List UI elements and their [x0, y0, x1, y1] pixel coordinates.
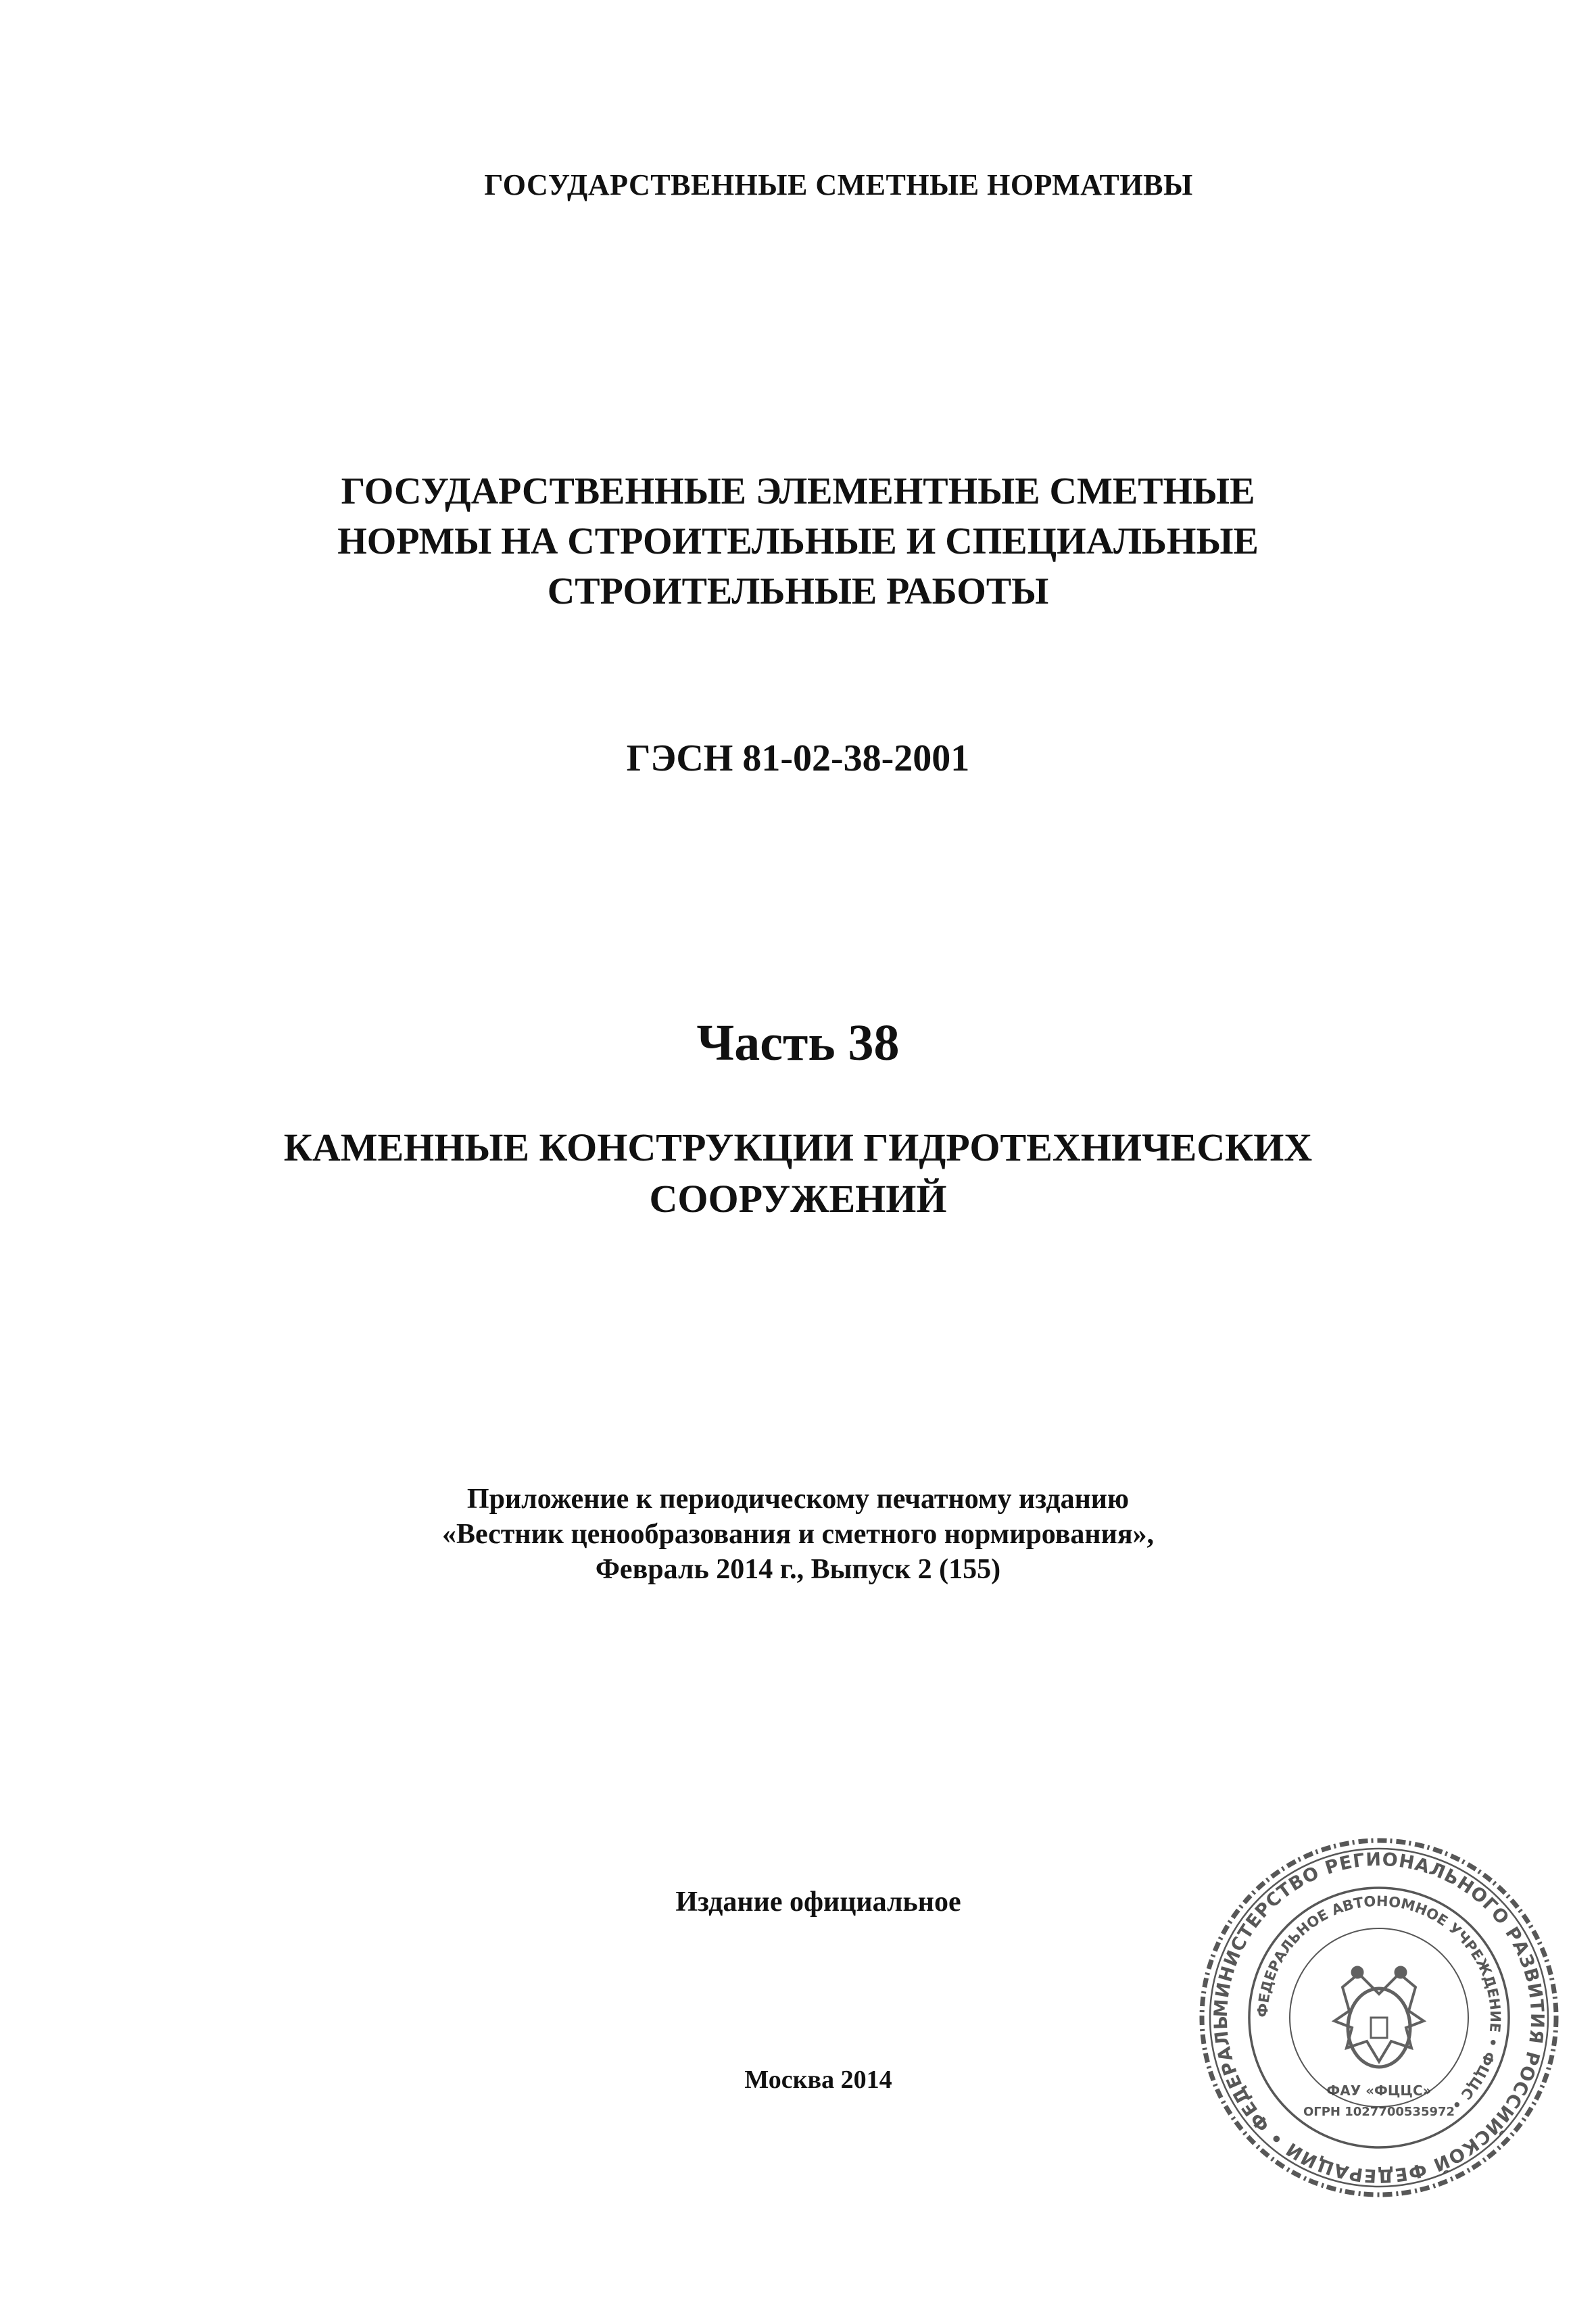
stamp-inner-text: ФЕДЕРАЛЬНОЕ АВТОНОМНОЕ УЧРЕЖДЕНИЕ • ФЦЦС •: [1254, 1893, 1504, 2114]
title-line: ГОСУДАРСТВЕННЫЕ ЭЛЕМЕНТНЫЕ СМЕТНЫЕ: [341, 470, 1255, 512]
stamp-reg-number: ОГРН 1027700535972: [1303, 2105, 1455, 2119]
stamp-ring-text: МИНИСТЕРСТВО РЕГИОНАЛЬНОГО РАЗВИТИЯ РОССИЙСКОЙ ФЕДЕРАЦИИ • ФЕДЕРАЛЬ: [1210, 1849, 1548, 2187]
part-number: Часть 38: [696, 1015, 900, 1071]
title-line: НОРМЫ НА СТРОИТЕЛЬНЫЕ И СПЕЦИАЛЬНЫЕ: [337, 520, 1259, 562]
official-seal-icon: [1190, 1825, 1568, 2210]
document-title: [0, 466, 1596, 616]
appendix-line: Февраль 2014 г., Выпуск 2 (155): [595, 1554, 1001, 1585]
stamp-center-text: ФАУ «ФЦЦС»: [1326, 2082, 1432, 2099]
part-title-line: СООРУЖЕНИЙ: [649, 1177, 947, 1221]
part-title-line: КАМЕННЫЕ КОНСТРУКЦИИ ГИДРОТЕХНИЧЕСКИХ: [283, 1125, 1313, 1169]
svg-text:ФЕДЕРАЛЬНОЕ АВТОНОМНОЕ УЧРЕЖДЕ: [1255, 1893, 1503, 2114]
city-year: Москва 2014: [744, 2066, 892, 2094]
appendix-note: [0, 1482, 1596, 1587]
appendix-line: Приложение к периодическому печатному изданию: [466, 1484, 1130, 1515]
part-title: [0, 1122, 1596, 1225]
document-code: ГЭСН 81-02-38-2001: [626, 737, 970, 779]
appendix-line: «Вестник ценообразования и сметного нормирования»,: [441, 1519, 1155, 1550]
edition-label: Издание официальное: [675, 1886, 961, 1918]
title-line: СТРОИТЕЛЬНЫЕ РАБОТЫ: [547, 570, 1049, 612]
document-header: ГОСУДАРСТВЕННЫЕ СМЕТНЫЕ НОРМАТИВЫ: [484, 168, 1193, 201]
